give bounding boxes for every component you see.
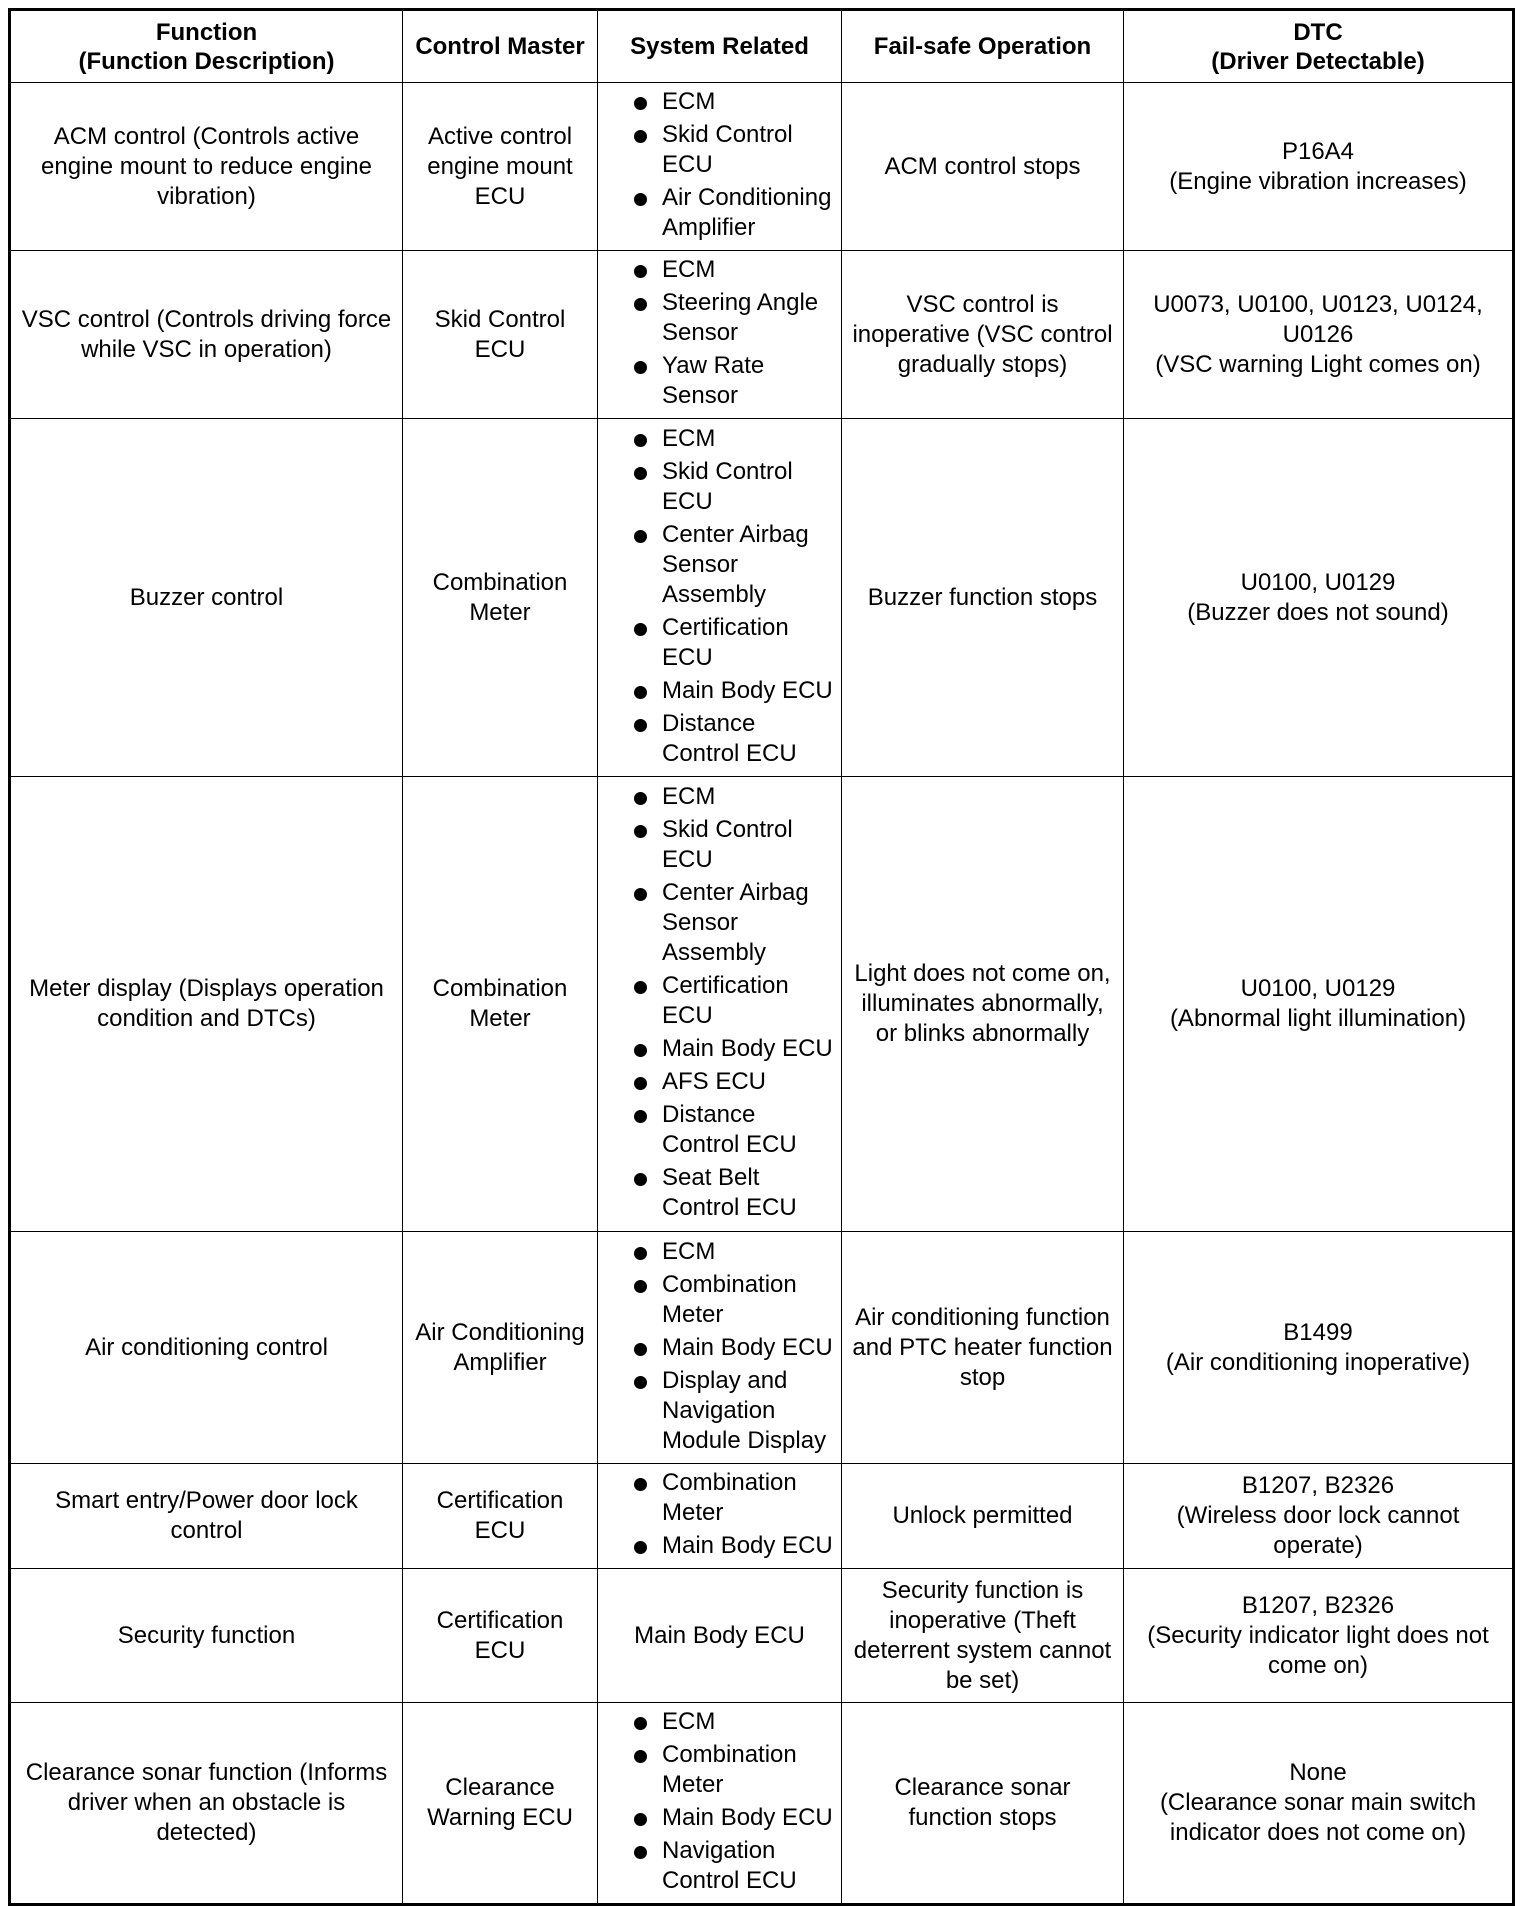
system-item: Main Body ECU — [636, 1034, 833, 1064]
function-cell: Air conditioning control — [10, 1232, 403, 1464]
system-item: Main Body ECU — [636, 1333, 833, 1363]
function-cell: Meter display (Displays operation condition and DTCs) — [10, 777, 403, 1232]
system-related-cell: Main Body ECU — [598, 1569, 842, 1703]
header-function: Function (Function Description) — [10, 10, 403, 83]
system-item: Skid Control ECU — [636, 457, 833, 517]
header-row — [10, 10, 1514, 83]
system-item: Skid Control ECU — [636, 120, 833, 180]
system-item: ECM — [636, 87, 833, 117]
dtc-codes: U0100, U0129 — [1240, 975, 1396, 1002]
system-list — [606, 1707, 833, 1896]
function-cell: VSC control (Controls driving force while VSC in operation) — [10, 251, 403, 419]
table-row — [10, 777, 1514, 1232]
dtc-codes: None — [1289, 1759, 1347, 1786]
system-item: ECM — [636, 255, 833, 285]
system-item: Navigation Control ECU — [636, 1836, 833, 1896]
dtc-codes: U0100, U0129 — [1240, 568, 1396, 596]
control-master-cell: Active control engine mount ECU — [403, 83, 598, 251]
system-item: Main Body ECU — [636, 676, 833, 706]
dtc-cell — [1124, 419, 1514, 777]
dtc-cell — [1124, 1232, 1514, 1464]
dtc-codes: P16A4 — [1281, 137, 1355, 165]
function-cell: Clearance sonar function (Informs driver when an obstacle is detected) — [10, 1703, 403, 1905]
fail-safe-cell: ACM control stops — [842, 83, 1124, 251]
system-related-cell — [598, 419, 842, 777]
dtc-cell — [1124, 777, 1514, 1232]
header-system-related: System Related — [598, 10, 842, 83]
control-master-cell: Skid Control ECU — [403, 251, 598, 419]
system-list — [606, 424, 833, 769]
system-related-cell — [598, 1464, 842, 1569]
dtc-symptom: (Security indicator light does not come on) — [1147, 1621, 1489, 1679]
system-item: Yaw Rate Sensor — [636, 351, 833, 411]
system-item: Combination Meter — [636, 1270, 833, 1330]
table-row — [10, 1569, 1514, 1703]
system-related-cell — [598, 251, 842, 419]
fail-safe-cell: Light does not come on, illuminates abnormally, or blinks abnormally — [842, 777, 1124, 1232]
function-cell: ACM control (Controls active engine mount to reduce engine vibration) — [10, 83, 403, 251]
function-cell: Smart entry/Power door lock control — [10, 1464, 403, 1569]
dtc-symptom: (Clearance sonar main switch indicator does not come on) — [1159, 1789, 1477, 1846]
header-control-master: Control Master — [403, 10, 598, 83]
dtc-symptom: (Abnormal light illumination) — [1169, 1005, 1467, 1032]
header-dtc: DTC (Driver Detectable) — [1124, 10, 1514, 83]
table-row — [10, 1464, 1514, 1569]
table-row — [10, 251, 1514, 419]
dtc-symptom: (Wireless door lock cannot operate) — [1176, 1502, 1460, 1559]
system-item: ECM — [636, 424, 833, 454]
dtc-symptom: (VSC warning Light comes on) — [1155, 350, 1481, 378]
table-row — [10, 1703, 1514, 1905]
dtc-cell — [1124, 1569, 1514, 1703]
control-master-cell: Combination Meter — [403, 419, 598, 777]
control-master-cell: Clearance Warning ECU — [403, 1703, 598, 1905]
system-item: Distance Control ECU — [636, 709, 833, 769]
system-item: Air Conditioning Amplifier — [636, 183, 833, 243]
function-cell: Buzzer control — [10, 419, 403, 777]
system-item: Main Body ECU — [636, 1531, 833, 1561]
fail-safe-cell: Air conditioning function and PTC heater function stop — [842, 1232, 1124, 1464]
system-item: Center Airbag Sensor Assembly — [636, 878, 833, 968]
dtc-symptom: (Engine vibration increases) — [1169, 167, 1467, 195]
system-item: Center Airbag Sensor Assembly — [636, 520, 833, 610]
control-master-cell: Air Conditioning Amplifier — [403, 1232, 598, 1464]
system-item: Certification ECU — [636, 971, 833, 1031]
system-list — [606, 255, 833, 411]
system-item: Combination Meter — [636, 1740, 833, 1800]
system-related-cell — [598, 1703, 842, 1905]
system-item: ECM — [636, 1237, 833, 1267]
system-item: Skid Control ECU — [636, 815, 833, 875]
dtc-codes: B1207, B2326 — [1241, 1472, 1395, 1499]
header-fail-safe: Fail-safe Operation — [842, 10, 1124, 83]
fail-safe-cell: Security function is inoperative (Theft deterrent system cannot be set) — [842, 1569, 1124, 1703]
system-list — [606, 1237, 833, 1456]
fail-safe-cell: VSC control is inoperative (VSC control gradually stops) — [842, 251, 1124, 419]
dtc-codes: B1499 — [1283, 1318, 1353, 1346]
fail-safe-cell: Buzzer function stops — [842, 419, 1124, 777]
function-cell: Security function — [10, 1569, 403, 1703]
dtc-cell — [1124, 1464, 1514, 1569]
system-item: Display and Navigation Module Display — [636, 1366, 833, 1456]
table-row — [10, 83, 1514, 251]
system-item: Distance Control ECU — [636, 1100, 833, 1160]
table-row — [10, 419, 1514, 777]
dtc-symptom: (Buzzer does not sound) — [1187, 598, 1449, 626]
system-item: AFS ECU — [636, 1067, 833, 1097]
dtc-cell — [1124, 251, 1514, 419]
dtc-cell — [1124, 1703, 1514, 1905]
table-row — [10, 1232, 1514, 1464]
system-related-cell — [598, 777, 842, 1232]
document — [8, 8, 1512, 1906]
system-item: Combination Meter — [636, 1468, 833, 1528]
dtc-codes: U0073, U0100, U0123, U0124, U0126 — [1153, 290, 1483, 348]
fail-safe-cell: Clearance sonar function stops — [842, 1703, 1124, 1905]
system-list — [606, 1468, 833, 1561]
system-item: ECM — [636, 1707, 833, 1737]
system-list — [606, 87, 833, 243]
system-related-cell — [598, 1232, 842, 1464]
system-item: Seat Belt Control ECU — [636, 1163, 833, 1223]
system-item: Main Body ECU — [636, 1803, 833, 1833]
function-table — [8, 8, 1515, 1906]
dtc-codes: B1207, B2326 — [1241, 1591, 1395, 1619]
control-master-cell: Certification ECU — [403, 1464, 598, 1569]
system-item: Certification ECU — [636, 613, 833, 673]
dtc-symptom: (Air conditioning inoperative) — [1165, 1348, 1471, 1376]
system-item: Steering Angle Sensor — [636, 288, 833, 348]
control-master-cell: Certification ECU — [403, 1569, 598, 1703]
system-list — [606, 782, 833, 1223]
dtc-cell — [1124, 83, 1514, 251]
fail-safe-cell: Unlock permitted — [842, 1464, 1124, 1569]
system-related-cell — [598, 83, 842, 251]
control-master-cell: Combination Meter — [403, 777, 598, 1232]
system-item: ECM — [636, 782, 833, 812]
